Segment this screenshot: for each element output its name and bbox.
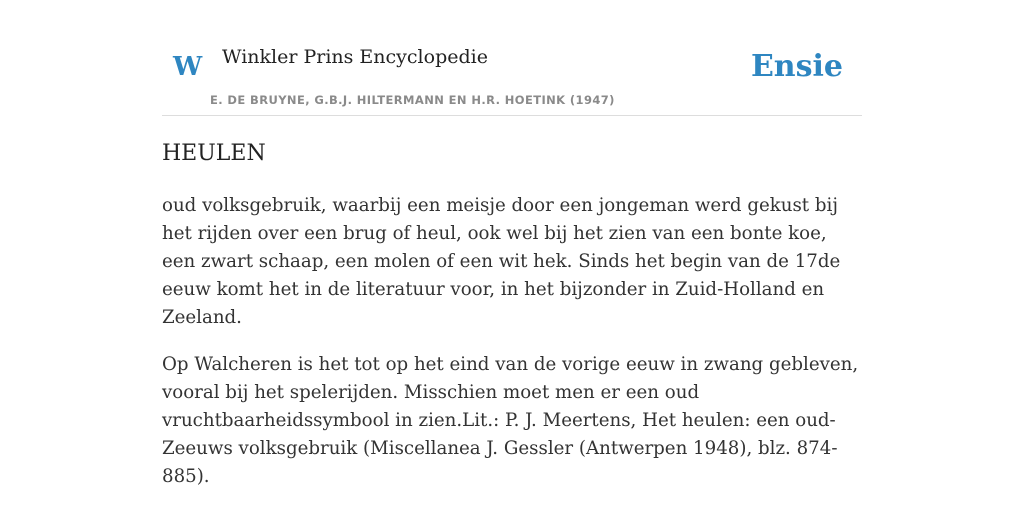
- entry-body: [162, 192, 862, 510]
- book-logo-link[interactable]: W: [173, 52, 203, 82]
- entry-paragraph: oud volksgebruik, waarbij een meisje door een jongeman werd gekust bij het rijden over een brug of heul, ook wel bij het zien van een bonte koe, een zwart schaap, een molen of een wit hek. Sinds het begin van de 17de eeuw komt het in de literatuur voor, in het bijzonder in Zuid-Holland en Zeeland.: [162, 195, 841, 328]
- entry-paragraph: Op Walcheren is het tot op het eind van de vorige eeuw in zwang gebleven, vooral bij het spelerijden. Misschien moet men er een oud vruchtbaarheidssymbool in zien.Lit.: P. J. Meertens, Het heulen: een oud-Zeeuws volksgebruik (Miscellanea J. Gessler (Antwerpen 1948), blz. 874-885).: [162, 354, 859, 487]
- ensie-logo-link[interactable]: Ensie: [750, 49, 843, 84]
- page-content: [162, 0, 862, 487]
- book-header: [162, 0, 862, 116]
- book-authors: E. DE BRUYNE, G.B.J. HILTERMANN EN H.R. HOETINK (1947): [210, 93, 615, 107]
- book-title[interactable]: Winkler Prins Encyclopedie: [222, 46, 488, 68]
- entry-title: HEULEN: [162, 141, 266, 166]
